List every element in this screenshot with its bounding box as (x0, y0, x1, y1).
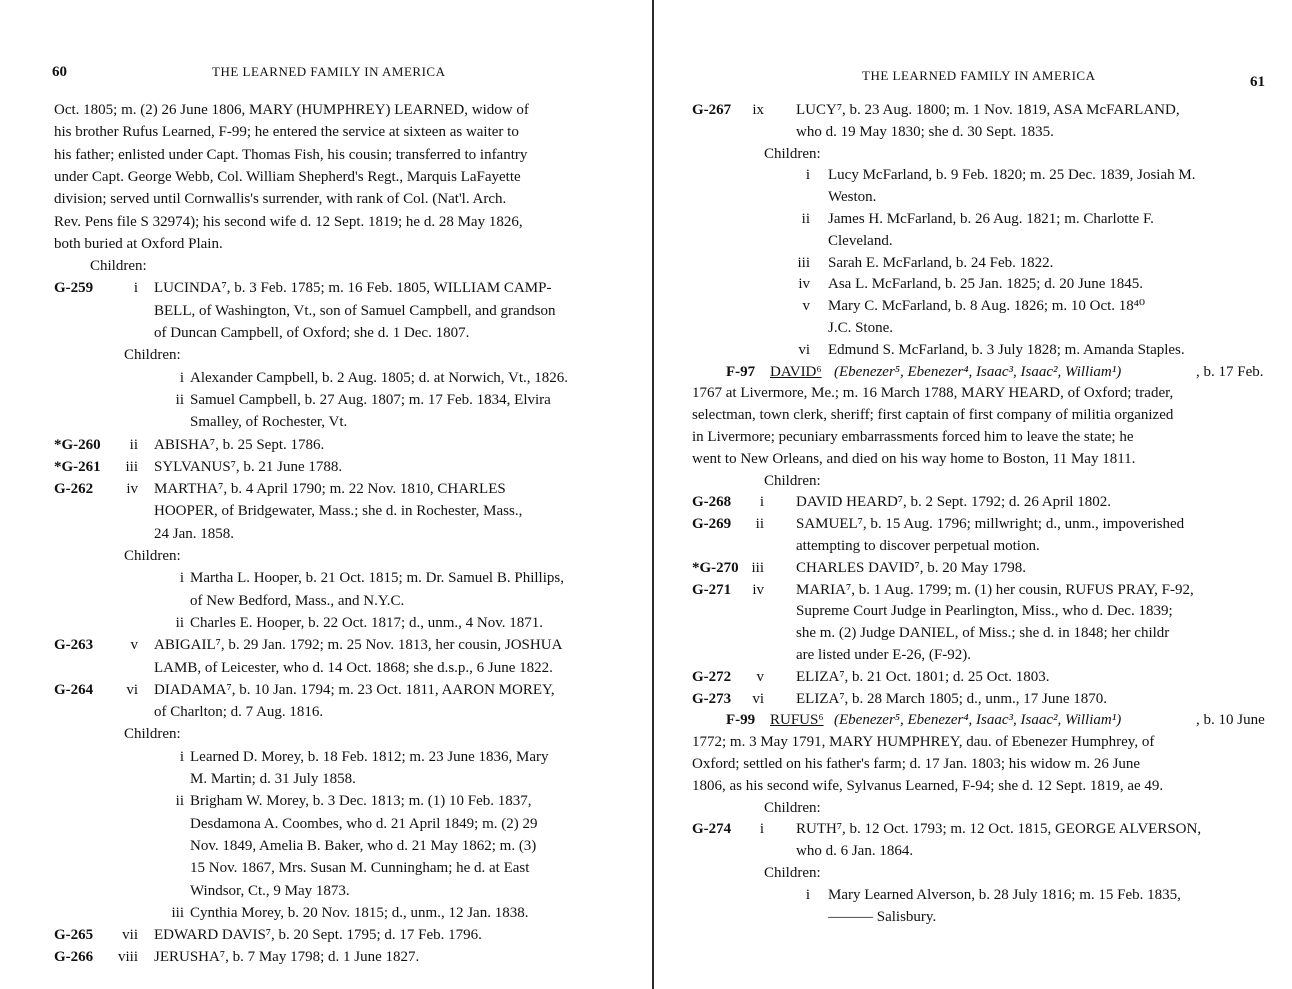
entry-text-line: SAMUEL⁷, b. 15 Aug. 1796; millwright; d., unm., impoverished (796, 516, 1185, 533)
child-text-line: Alexander Campbell, b. 2 Aug. 1805; d. at Norwich, Vt., 1826. (190, 369, 569, 386)
children-label: Children: (124, 347, 181, 364)
page-number: 61 (1250, 74, 1265, 90)
sub-numeral: ii (175, 793, 184, 810)
entry-text-line: ABISHA⁷, b. 25 Sept. 1786. (154, 436, 325, 453)
entry-text-line: LUCY⁷, b. 23 Aug. 1800; m. 1 Nov. 1819, ASA McFARLAND, (796, 102, 1180, 118)
roman-numeral: i (759, 494, 764, 511)
sub-numeral: i (179, 748, 184, 765)
child-text-line: Brigham W. Morey, b. 3 Dec. 1813; m. (1) 10 Feb. 1837, (190, 793, 532, 810)
page-number: 60 (52, 64, 67, 80)
children-label: Children: (764, 472, 821, 489)
entry-text-line: ELIZA⁷, b. 21 Oct. 1801; d. 25 Oct. 1803. (796, 668, 1050, 685)
running-head: THE LEARNED FAMILY IN AMERICA (212, 64, 446, 79)
children-label: Children: (124, 726, 181, 743)
family-head-name: DAVID⁶ (770, 363, 822, 380)
entry-text-line: of Duncan Campbell, of Oxford; she d. 1 Dec. 1807. (154, 325, 470, 341)
text-line: Oct. 1805; m. (2) 26 June 1806, MARY (HUMPHREY) LEARNED, widow of (54, 102, 529, 118)
child-text-line: Cleveland. (828, 232, 893, 249)
sub-numeral: ii (801, 211, 810, 227)
entry-text-line: who d. 19 May 1830; she d. 30 Sept. 1835. (796, 123, 1054, 140)
family-head-name: RUFUS⁶ (770, 712, 824, 729)
text-line: 1806, as his second wife, Sylvanus Learned, F-94; she d. 12 Sept. 1819, ae 49. (692, 777, 1164, 794)
entry-text-line: Supreme Court Judge in Pearlington, Miss., who d. Dec. 1839; (796, 603, 1173, 620)
child-text-line: Charles E. Hooper, b. 22 Oct. 1817; d., unm., 4 Nov. 1871. (190, 614, 543, 631)
roman-numeral: iii (125, 458, 138, 475)
right-page (656, 0, 1292, 989)
sub-numeral: iii (171, 904, 184, 921)
child-text-line: J.C. Stone. (828, 320, 894, 336)
roman-numeral: ix (752, 102, 764, 118)
child-text-line: Edmund S. McFarland, b. 3 July 1828; m. Amanda Staples. (828, 341, 1185, 358)
child-text-line: Sarah E. McFarland, b. 24 Feb. 1822. (828, 254, 1054, 271)
child-text-line: Desdamona A. Coombes, who d. 21 April 1849; m. (2) 29 (190, 815, 538, 832)
sub-numeral: i (179, 369, 184, 386)
text-line: under Capt. George Webb, Col. William Shepherd's Regt., Marquis LaFayette (54, 168, 521, 185)
text-line: both buried at Oxford Plain. (54, 235, 223, 252)
entry-text-line: BELL, of Washington, Vt., son of Samuel Campbell, and grandson (154, 302, 556, 319)
child-text-line: of New Bedford, Mass., and N.Y.C. (190, 592, 405, 609)
sub-numeral: iv (798, 276, 810, 293)
children-label: Children: (764, 799, 821, 816)
entry-text-line: MARIA⁷, b. 1 Aug. 1799; m. (1) her cousin, RUFUS PRAY, F-92, (796, 581, 1194, 598)
child-text-line: Asa L. McFarland, b. 25 Jan. 1825; d. 20 June 1845. (828, 276, 1143, 293)
child-text-line: 15 Nov. 1867, Mrs. Susan M. Cunningham; he d. at East (190, 860, 530, 877)
children-label: Children: (764, 145, 821, 162)
child-text-line: Martha L. Hooper, b. 21 Oct. 1815; m. Dr. Samuel B. Phillips, (190, 570, 564, 587)
roman-numeral: iii (751, 559, 764, 576)
child-text-line: M. Martin; d. 31 July 1858. (190, 771, 356, 787)
text-line: 1767 at Livermore, Me.; m. 16 March 1788, MARY HEARD, of Oxford; trader, (692, 385, 1174, 402)
entry-text-line: JERUSHA⁷, b. 7 May 1798; d. 1 June 1827. (154, 949, 420, 966)
family-id: F-97 (726, 363, 756, 380)
child-text-line: ——— Salisbury. (828, 908, 937, 925)
generation-id: *G-261 (54, 458, 101, 475)
roman-numeral: viii (117, 949, 138, 966)
text-line: 1772; m. 3 May 1791, MARY HUMPHREY, dau. of Ebenezer Humphrey, of (692, 734, 1155, 751)
sub-numeral: vi (798, 341, 810, 358)
child-text-line: Nov. 1849, Amelia B. Baker, who d. 21 May 1862; m. (3) (190, 837, 537, 854)
children-label: Children: (764, 865, 821, 881)
sub-numeral: iii (797, 254, 810, 271)
children-label: Children: (90, 258, 147, 275)
roman-numeral: vi (752, 690, 764, 707)
entry-text-line: MARTHA⁷, b. 4 April 1790; m. 22 Nov. 1810, CHARLES (154, 481, 506, 498)
entry-text-line: CHARLES DAVID⁷, b. 20 May 1798. (796, 559, 1026, 576)
roman-numeral: v (756, 668, 764, 685)
roman-numeral: vii (122, 927, 138, 944)
generation-id: *G-260 (54, 436, 101, 453)
text-line: in Livermore; pecuniary embarrassments forced him to leave the state; he (692, 429, 1134, 445)
generation-id: G-273 (692, 690, 732, 707)
generation-id: G-259 (54, 280, 94, 297)
text-line: his brother Rufus Learned, F-99; he entered the service at sixteen as waiter to (54, 124, 519, 141)
entry-text-line: LAMB, of Leicester, who d. 14 Oct. 1868; she d.s.p., 6 June 1822. (154, 659, 553, 676)
child-text-line: Mary C. McFarland, b. 8 Aug. 1826; m. 10 Oct. 18⁴⁰ (828, 298, 1146, 315)
generation-id: G-263 (54, 637, 94, 654)
child-text-line: Learned D. Morey, b. 18 Feb. 1812; m. 23 June 1836, Mary (190, 748, 549, 765)
child-text-line: Windsor, Ct., 9 May 1873. (190, 882, 350, 899)
entry-text-line: ABIGAIL⁷, b. 29 Jan. 1792; m. 25 Nov. 1813, her cousin, JOSHUA (154, 637, 563, 654)
entry-text-line: HOOPER, of Bridgewater, Mass.; she d. in Rochester, Mass., (154, 503, 523, 520)
entry-text-line: she m. (2) Judge DANIEL, of Miss.; she d. in 1848; her childr (796, 625, 1170, 642)
text-line: , b. 17 Feb. (1196, 363, 1264, 380)
generation-id: G-272 (692, 668, 732, 685)
text-line: Oxford; settled on his father's farm; d. 17 Jan. 1803; his widow m. 26 June (692, 756, 1141, 772)
text-line: selectman, town clerk, sheriff; first captain of first company of militia organized (692, 407, 1174, 424)
entry-text-line: who d. 6 Jan. 1864. (796, 843, 914, 860)
text-line: his father; enlisted under Capt. Thomas Fish, his cousin; transferred to infantry (54, 146, 528, 163)
entry-text-line: DAVID HEARD⁷, b. 2 Sept. 1792; d. 26 April 1802. (796, 494, 1111, 511)
lineage: (Ebenezer⁵, Ebenezer⁴, Isaac³, Isaac², William¹) (834, 363, 1122, 380)
generation-id: *G-270 (692, 559, 739, 576)
roman-numeral: i (759, 821, 764, 838)
generation-id: G-267 (692, 102, 732, 118)
entry-text-line: SYLVANUS⁷, b. 21 June 1788. (154, 458, 343, 475)
entry-text-line: of Charlton; d. 7 Aug. 1816. (154, 704, 324, 721)
running-head: THE LEARNED FAMILY IN AMERICA (862, 68, 1096, 83)
sub-numeral: v (802, 298, 810, 315)
child-text-line: Mary Learned Alverson, b. 28 July 1816; m. 15 Feb. 1835, (828, 886, 1181, 903)
lineage: (Ebenezer⁵, Ebenezer⁴, Isaac³, Isaac², William¹) (834, 712, 1122, 729)
generation-id: G-266 (54, 949, 94, 966)
generation-id: G-268 (692, 494, 732, 511)
entry-text-line: DIADAMA⁷, b. 10 Jan. 1794; m. 23 Oct. 1811, AARON MOREY, (154, 681, 555, 698)
entry-text-line: are listed under E-26, (F-92). (796, 647, 971, 663)
entry-text-line: LUCINDA⁷, b. 3 Feb. 1785; m. 16 Feb. 1805, WILLIAM CAMP- (154, 280, 552, 297)
generation-id: G-274 (692, 821, 732, 838)
roman-numeral: v (130, 637, 138, 654)
roman-numeral: ii (755, 516, 764, 533)
entry-text-line: 24 Jan. 1858. (154, 525, 234, 542)
generation-id: G-269 (692, 516, 732, 533)
roman-numeral: vi (126, 681, 138, 698)
page-gutter (652, 0, 654, 989)
roman-numeral: iv (752, 581, 764, 598)
roman-numeral: iv (126, 481, 138, 498)
child-text-line: James H. McFarland, b. 26 Aug. 1821; m. Charlotte F. (828, 211, 1154, 227)
text-line: , b. 10 June (1196, 712, 1265, 729)
generation-id: G-265 (54, 927, 94, 944)
generation-id: G-271 (692, 581, 732, 598)
child-text-line: Cynthia Morey, b. 20 Nov. 1815; d., unm., 12 Jan. 1838. (190, 904, 529, 921)
sub-numeral: i (805, 886, 810, 903)
sub-numeral: ii (175, 391, 184, 408)
text-line: went to New Orleans, and died on his way home to Boston, 11 May 1811. (692, 450, 1136, 467)
text-line: division; served until Cornwallis's surrender, with rank of Col. (Nat'l. Arch. (54, 191, 507, 208)
sub-numeral: i (805, 167, 810, 184)
children-label: Children: (124, 548, 181, 564)
text-line: Rev. Pens file S 32974); his second wife d. 12 Sept. 1819; he d. 28 May 1826, (54, 213, 523, 230)
entry-text-line: attempting to discover perpetual motion. (796, 538, 1040, 554)
sub-numeral: ii (175, 614, 184, 631)
roman-numeral: ii (129, 436, 138, 453)
sub-numeral: i (179, 570, 184, 587)
entry-text-line: RUTH⁷, b. 12 Oct. 1793; m. 12 Oct. 1815, GEORGE ALVERSON, (796, 821, 1202, 838)
generation-id: G-264 (54, 681, 94, 698)
generation-id: G-262 (54, 481, 94, 498)
child-text-line: Samuel Campbell, b. 27 Aug. 1807; m. 17 Feb. 1834, Elvira (190, 391, 551, 408)
family-id: F-99 (726, 712, 756, 729)
entry-text-line: ELIZA⁷, b. 28 March 1805; d., unm., 17 June 1870. (796, 690, 1108, 707)
roman-numeral: i (133, 280, 138, 297)
child-text-line: Lucy McFarland, b. 9 Feb. 1820; m. 25 Dec. 1839, Josiah M. (828, 167, 1196, 184)
child-text-line: Smalley, of Rochester, Vt. (190, 414, 348, 431)
entry-text-line: EDWARD DAVIS⁷, b. 20 Sept. 1795; d. 17 Feb. 1796. (154, 927, 482, 944)
child-text-line: Weston. (828, 189, 877, 206)
